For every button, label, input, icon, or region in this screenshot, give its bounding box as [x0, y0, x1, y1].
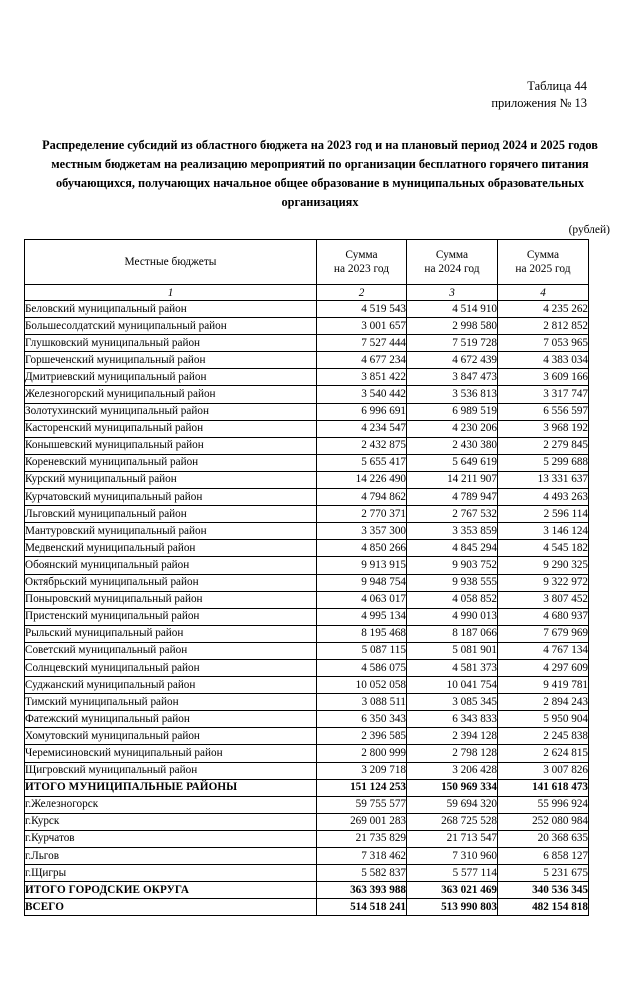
municipality-name: Мантуровский муниципальный район	[25, 523, 317, 540]
amount-2023: 363 393 988	[317, 882, 407, 899]
amount-2025: 7 053 965	[498, 335, 589, 352]
amount-2023: 4 850 266	[317, 540, 407, 557]
column-header-2024	[407, 240, 498, 285]
amount-2024: 4 230 206	[407, 420, 498, 437]
table-row	[25, 608, 589, 625]
municipality-name: Фатежский муниципальный район	[25, 711, 317, 728]
municipality-name: Кореневский муниципальный район	[25, 454, 317, 471]
amount-2025: 4 383 034	[498, 352, 589, 369]
table-head	[25, 240, 589, 301]
amount-2023: 4 234 547	[317, 420, 407, 437]
amount-2025: 13 331 637	[498, 471, 589, 488]
amount-2024: 9 903 752	[407, 557, 498, 574]
table-row	[25, 437, 589, 454]
amount-2023: 3 540 442	[317, 386, 407, 403]
table-body	[25, 301, 589, 916]
amount-2023: 2 432 875	[317, 437, 407, 454]
amount-2023: 4 794 862	[317, 489, 407, 506]
amount-2025: 252 080 984	[498, 813, 589, 830]
amount-2023: 8 195 468	[317, 625, 407, 642]
amount-2023: 6 350 343	[317, 711, 407, 728]
amount-2024: 21 713 547	[407, 830, 498, 847]
table-row	[25, 454, 589, 471]
amount-2025: 4 545 182	[498, 540, 589, 557]
municipality-name: Дмитриевский муниципальный район	[25, 369, 317, 386]
amount-2025: 3 146 124	[498, 523, 589, 540]
amount-2024: 268 725 528	[407, 813, 498, 830]
table-row	[25, 796, 589, 813]
amount-2025: 6 556 597	[498, 403, 589, 420]
total-label: ВСЕГО	[25, 899, 317, 916]
amount-2025: 4 235 262	[498, 301, 589, 318]
budget-distribution-table	[24, 239, 589, 916]
table-row	[25, 420, 589, 437]
municipality-name: Курчатовский муниципальный район	[25, 489, 317, 506]
amount-2023: 14 226 490	[317, 471, 407, 488]
municipality-name: Пристенский муниципальный район	[25, 608, 317, 625]
amount-2025: 20 368 635	[498, 830, 589, 847]
column-header-2025	[498, 240, 589, 285]
table-row	[25, 848, 589, 865]
amount-2023: 7 318 462	[317, 848, 407, 865]
table-row	[25, 369, 589, 386]
municipality-name: Горшеченский муниципальный район	[25, 352, 317, 369]
amount-2025: 5 231 675	[498, 865, 589, 882]
municipality-name: Касторенский муниципальный район	[25, 420, 317, 437]
amount-2023: 6 996 691	[317, 403, 407, 420]
header-2024-line1: Сумма	[435, 249, 469, 261]
amount-2024: 2 798 128	[407, 745, 498, 762]
amount-2025: 4 767 134	[498, 642, 589, 659]
amount-2023: 2 770 371	[317, 506, 407, 523]
amount-2023: 3 357 300	[317, 523, 407, 540]
table-row	[25, 318, 589, 335]
municipality-name: г.Курчатов	[25, 830, 317, 847]
appendix-number: приложения № 13	[491, 96, 587, 110]
municipality-name: г.Курск	[25, 813, 317, 830]
amount-2023: 59 755 577	[317, 796, 407, 813]
header-2025-line2: на 2025 год	[515, 263, 571, 275]
amount-2024: 2 394 128	[407, 728, 498, 745]
table-row	[25, 762, 589, 779]
municipality-name: г.Льгов	[25, 848, 317, 865]
amount-2024: 3 085 345	[407, 694, 498, 711]
amount-2025: 3 609 166	[498, 369, 589, 386]
table-column-number-row	[25, 285, 589, 301]
table-row	[25, 506, 589, 523]
amount-2023: 4 995 134	[317, 608, 407, 625]
amount-2023: 4 586 075	[317, 659, 407, 676]
amount-2025: 2 894 243	[498, 694, 589, 711]
amount-2024: 4 058 852	[407, 591, 498, 608]
table-row	[25, 813, 589, 830]
amount-2024: 5 649 619	[407, 454, 498, 471]
table-row	[25, 591, 589, 608]
amount-2025: 2 812 852	[498, 318, 589, 335]
amount-2024: 363 021 469	[407, 882, 498, 899]
amount-2024: 4 990 013	[407, 608, 498, 625]
table-row	[25, 899, 589, 916]
column-number-1: 1	[25, 285, 317, 301]
municipality-name: г.Щигры	[25, 865, 317, 882]
amount-2025: 7 679 969	[498, 625, 589, 642]
table-header-row	[25, 240, 589, 285]
table-row	[25, 523, 589, 540]
amount-2023: 269 001 283	[317, 813, 407, 830]
table-row	[25, 830, 589, 847]
amount-2025: 2 624 815	[498, 745, 589, 762]
table-row	[25, 865, 589, 882]
amount-2025: 9 419 781	[498, 677, 589, 694]
amount-2024: 8 187 066	[407, 625, 498, 642]
column-number-3: 3	[407, 285, 498, 301]
amount-2024: 4 845 294	[407, 540, 498, 557]
municipality-name: Октябрьский муниципальный район	[25, 574, 317, 591]
total-label: ИТОГО ГОРОДСКИЕ ОКРУГА	[25, 882, 317, 899]
amount-2023: 3 209 718	[317, 762, 407, 779]
municipality-name: Поныровский муниципальный район	[25, 591, 317, 608]
amount-2024: 5 081 901	[407, 642, 498, 659]
municipality-name: Большесолдатский муниципальный район	[25, 318, 317, 335]
amount-2023: 514 518 241	[317, 899, 407, 916]
municipality-name: Конышевский муниципальный район	[25, 437, 317, 454]
title-line-2: годов местным бюджетам на реализацию мероприятий по организации бесплатного горячего	[51, 138, 598, 171]
amount-2023: 5 655 417	[317, 454, 407, 471]
amount-2025: 9 322 972	[498, 574, 589, 591]
municipality-name: Медвенский муниципальный район	[25, 540, 317, 557]
municipality-name: Рыльский муниципальный район	[25, 625, 317, 642]
table-row	[25, 403, 589, 420]
header-2023-line2: на 2023 год	[333, 263, 390, 275]
amount-2023: 10 052 058	[317, 677, 407, 694]
amount-2025: 6 858 127	[498, 848, 589, 865]
amount-2025: 3 968 192	[498, 420, 589, 437]
municipality-name: Черемисиновский муниципальный район	[25, 745, 317, 762]
municipality-name: Солнцевский муниципальный район	[25, 659, 317, 676]
column-number-4: 4	[498, 285, 589, 301]
table-row	[25, 335, 589, 352]
header-2024-line2: на 2024 год	[424, 263, 480, 275]
amount-2024: 9 938 555	[407, 574, 498, 591]
amount-2025: 2 596 114	[498, 506, 589, 523]
table-row	[25, 301, 589, 318]
amount-2024: 59 694 320	[407, 796, 498, 813]
amount-2025: 3 317 747	[498, 386, 589, 403]
amount-2023: 9 913 915	[317, 557, 407, 574]
table-row	[25, 625, 589, 642]
amount-2024: 6 343 833	[407, 711, 498, 728]
table-row	[25, 557, 589, 574]
amount-2024: 4 672 439	[407, 352, 498, 369]
amount-2025: 482 154 818	[498, 899, 589, 916]
amount-2025: 55 996 924	[498, 796, 589, 813]
table-number: Таблица 44	[527, 79, 587, 93]
units-caption: (рублей)	[568, 224, 610, 236]
amount-2023: 21 735 829	[317, 830, 407, 847]
table-row	[25, 540, 589, 557]
page-title	[24, 136, 616, 212]
amount-2024: 3 847 473	[407, 369, 498, 386]
municipality-name: Щигровский муниципальный район	[25, 762, 317, 779]
table-row	[25, 745, 589, 762]
document-reference	[24, 78, 616, 112]
amount-2023: 3 001 657	[317, 318, 407, 335]
table-row	[25, 677, 589, 694]
table-row	[25, 694, 589, 711]
municipality-name: Глушковский муниципальный район	[25, 335, 317, 352]
amount-2024: 4 514 910	[407, 301, 498, 318]
amount-2023: 151 124 253	[317, 779, 407, 796]
amount-2025: 3 807 452	[498, 591, 589, 608]
amount-2023: 2 800 999	[317, 745, 407, 762]
amount-2023: 9 948 754	[317, 574, 407, 591]
amount-2023: 4 063 017	[317, 591, 407, 608]
amount-2025: 5 299 688	[498, 454, 589, 471]
municipality-name: г.Железногорск	[25, 796, 317, 813]
municipality-name: Тимский муниципальный район	[25, 694, 317, 711]
table-row	[25, 779, 589, 796]
amount-2024: 7 310 960	[407, 848, 498, 865]
table-row	[25, 574, 589, 591]
total-label: ИТОГО МУНИЦИПАЛЬНЫЕ РАЙОНЫ	[25, 779, 317, 796]
table-row	[25, 659, 589, 676]
municipality-name: Суджанский муниципальный район	[25, 677, 317, 694]
municipality-name: Золотухинский муниципальный район	[25, 403, 317, 420]
municipality-name: Железногорский муниципальный район	[25, 386, 317, 403]
amount-2024: 3 536 813	[407, 386, 498, 403]
amount-2024: 10 041 754	[407, 677, 498, 694]
amount-2024: 2 998 580	[407, 318, 498, 335]
table-row	[25, 882, 589, 899]
amount-2024: 150 969 334	[407, 779, 498, 796]
table-row	[25, 489, 589, 506]
amount-2023: 5 087 115	[317, 642, 407, 659]
document-page	[0, 78, 640, 983]
amount-2024: 2 430 380	[407, 437, 498, 454]
amount-2024: 2 767 532	[407, 506, 498, 523]
table-row	[25, 352, 589, 369]
municipality-name: Хомутовский муниципальный район	[25, 728, 317, 745]
header-2023-line1: Сумма	[345, 249, 378, 261]
amount-2024: 4 789 947	[407, 489, 498, 506]
title-line-4: образовательных организациях	[281, 176, 584, 209]
municipality-name: Курский муниципальный район	[25, 471, 317, 488]
table-row	[25, 728, 589, 745]
table-row	[25, 711, 589, 728]
municipality-name: Беловский муниципальный район	[25, 301, 317, 318]
amount-2025: 9 290 325	[498, 557, 589, 574]
amount-2024: 5 577 114	[407, 865, 498, 882]
amount-2025: 340 536 345	[498, 882, 589, 899]
table-row	[25, 642, 589, 659]
amount-2024: 3 353 859	[407, 523, 498, 540]
amount-2023: 5 582 837	[317, 865, 407, 882]
amount-2023: 4 677 234	[317, 352, 407, 369]
amount-2025: 3 007 826	[498, 762, 589, 779]
amount-2025: 141 618 473	[498, 779, 589, 796]
column-header-name: Местные бюджеты	[25, 240, 317, 285]
table-row	[25, 386, 589, 403]
table-row	[25, 471, 589, 488]
municipality-name: Обоянский муниципальный район	[25, 557, 317, 574]
amount-2025: 4 297 609	[498, 659, 589, 676]
amount-2025: 4 493 263	[498, 489, 589, 506]
amount-2023: 4 519 543	[317, 301, 407, 318]
amount-2023: 3 851 422	[317, 369, 407, 386]
header-2025-line1: Сумма	[526, 249, 560, 261]
amount-2025: 5 950 904	[498, 711, 589, 728]
amount-2024: 7 519 728	[407, 335, 498, 352]
amount-2023: 7 527 444	[317, 335, 407, 352]
title-line-1: Распределение субсидий из областного бюджета на 2023 год и на плановый период 2024 и 2025	[42, 138, 565, 152]
amount-2024: 513 990 803	[407, 899, 498, 916]
column-header-2023	[317, 240, 407, 285]
amount-2025: 4 680 937	[498, 608, 589, 625]
amount-2023: 3 088 511	[317, 694, 407, 711]
municipality-name: Льговский муниципальный район	[25, 506, 317, 523]
amount-2025: 2 279 845	[498, 437, 589, 454]
amount-2024: 14 211 907	[407, 471, 498, 488]
amount-2024: 4 581 373	[407, 659, 498, 676]
amount-2023: 2 396 585	[317, 728, 407, 745]
amount-2024: 3 206 428	[407, 762, 498, 779]
municipality-name: Советский муниципальный район	[25, 642, 317, 659]
amount-2025: 2 245 838	[498, 728, 589, 745]
amount-2024: 6 989 519	[407, 403, 498, 420]
title-line-3: питания обучающихся, получающих начальное общее образование в муниципальных	[56, 157, 589, 190]
column-number-2: 2	[317, 285, 407, 301]
